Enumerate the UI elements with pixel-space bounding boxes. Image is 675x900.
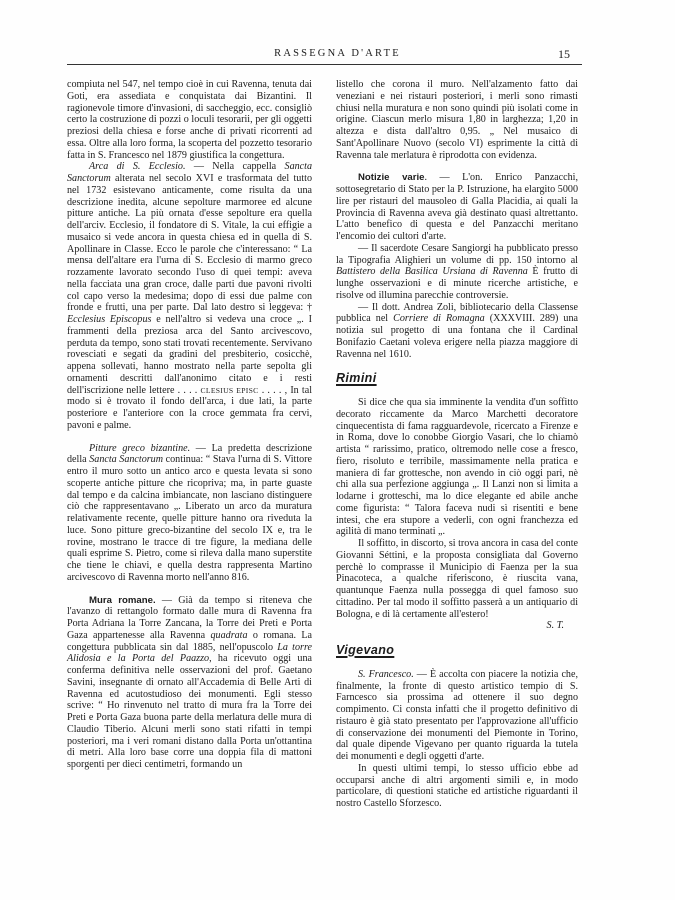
text-segment: quadrata — [210, 629, 248, 641]
running-header-title: RASSEGNA D'ARTE — [274, 48, 401, 59]
paragraph — [67, 79, 312, 161]
text-segment: Ecclesius Episcopus — [67, 314, 152, 325]
text-segment: , ha ricevuto oggi una conferma definitiva nelle osservazioni del prof. Gaetano Savini, insegnante di ornato all'Accademia di Belle Arti di Ravenna ed acutostudioso dei monumenti. Egli stesso scrive: “ Ho rinvenuto nel tratto di mura fra la Torre dei Preti e Porta Gaza buona parte della merlatura delle mura di Claudio Tiberio. Alcuni merli sono stati rifatti in tempi posteriori, ma i veri romani distano dalla Porta un'ottantina di metri. Alla loro base corre una doppia fila di mattoni sporgenti per dieci centimetri, formando un — [67, 653, 312, 770]
paragraph — [336, 669, 578, 763]
author-signature: S. T. — [546, 620, 564, 632]
text-segment: . — L'on. Enrico Panzacchi, sottosegretario di Stato per la P. Istruzione, ha elargito 5000 lire per ristauri del mausoleo di Galla Placidia, ai quali la Provincia di Ravenna aveva già destinato quasi altrettanto. L'atto benefico di questa e del Panzacchi meritano l'encomio dei cultori d'arte. — [336, 172, 578, 242]
text-segment: e nell'altro si vedeva una croce „. I frammenti della preziosa arca del Santo arcivescovo, perduta da tempo, sono stati trovati recentemente. Servivano rovesciati e segati da gradini del presbiterio, cosicchè, appena sollevati, hanno mostrato nella parte sepolta gli ornamenti descritti dall'anonimo citato e i resti dell'iscrizione nelle lettere . . . . — [67, 314, 312, 396]
text-segment: listello che corona il muro. Nell'alzamento fatto dai veneziani e nei ristauri posteriori, i merli sono rimasti chiusi nella muratura e non sono quindi più isolati come in origine. Ciascun merlo misura 1,80 in larghezza; 1,20 in altezza e dista dall'altro 0,95. „ Nel musaico di Sant'Apollinare Nuovo (secolo VI) esprimente la città di Ravenna tale merlatura è riprodotta con evidenza. — [336, 79, 578, 161]
text-segment: La torre Alidosia e la Porta del Paazzo — [67, 641, 312, 665]
paragraph-lead: Notizie varie — [358, 172, 425, 184]
paragraph — [336, 538, 578, 620]
paragraph — [67, 161, 312, 431]
paragraph — [336, 79, 578, 161]
text-segment: compiuta nel 547, nel tempo cioè in cui Ravenna, tenuta dai Goti, era assediata e conquistata dai Bizantini. Il ragionevole timore d'invasioni, di saccheggio, ecc. consigliò certo la costruzione di pozzi o loculi tesorarii, per gli oggetti preziosi della chiesa e forse anche di privati ricorrenti ad essa. Oltre alla loro forma, la scoperta del pozzetto tesorario fatta in S. Francesco nel 1879 giustifica la congettura. — [67, 79, 312, 161]
text-segment: Battistero della Basilica Ursiana di Ravenna — [336, 266, 528, 278]
header-rule — [67, 64, 582, 65]
paragraph-lead: Pitture greco bizantine. — [89, 442, 191, 454]
page-number: 15 — [558, 47, 570, 61]
text-segment: (XXXVIII. 289) una notizia sul progetto di una fontana che il Cardinal Bonifazio Caetani voleva erigere nella piazza maggiore di Ravenna nel 1610. — [336, 313, 579, 360]
section-heading: Vigevano — [336, 643, 395, 657]
text-segment: Sancta Sanctorum — [67, 161, 313, 184]
text-segment: . . . . , In tal modo si è trovato il fondo dell'arca, i due lati, la parte posteriore e l'anteriore con la croce gemmata fra cervi, pavoni e palme. — [67, 384, 313, 431]
text-segment: Sancta Sanctorum — [89, 454, 164, 466]
paragraph — [67, 595, 312, 771]
text-segment: — Già da tempo si riteneva che l'avanzo di rettangolo formato dalle mura di Ravenna fra Porta Adriana la Torre Zancana, la Torre dei Preti e Porta Gaza appartenesse alla Ravenna — [67, 594, 312, 641]
text-segment: CLESIUS EPISC — [200, 385, 259, 395]
text-segment: Corriere di Romagna — [393, 313, 485, 325]
text-segment: — È accolta con piacere la notizia che, finalmente, la fronte di questo artistico tempio di S. Farncesco sia prossima ad ottenere il suo degno compimento. Ci consta infatti che il progetto definitivo di ristauro è già stato presentato per l'approvazione all'ufficio di conservazione dei monumenti del Piemonte in Torino, dal quale dipende Vigevano per quanto riguarda la tutela dei monumenti e degli oggetti d'arte. — [336, 668, 578, 762]
paragraph-lead: Arca di S. Ecclesio. — [89, 161, 186, 173]
text-segment: — Il dott. Andrea Zoli, bibliotecario della Classense pubblica nel — [336, 301, 578, 325]
section-heading: Rimini — [336, 371, 377, 386]
paragraph — [336, 397, 578, 538]
right-column — [336, 79, 578, 810]
text-segment: È frutto di lunghe osservazioni e di minute ricerche artistiche, e risolve od illumina parecchie controversie. — [336, 266, 578, 301]
text-segment: In questi ultimi tempi, lo stesso ufficio ebbe ad occuparsi anche di altri argomenti simili e, in modo particolare, di questioni statiche ed artistiche riguardanti il nostro Castello Sforzesco. — [336, 762, 578, 809]
left-column — [67, 79, 312, 771]
text-segment: Si dice che qua sia imminente la vendita d'un soffitto decorato riccamente da Marco Marchetti decoratore cinquecentista di fama ragguardevole, ricercato a Firenze e in Roma, dove lo conobbe Giorgio Vasari, che lo chiamò artista “ rarissimo, pratico, oltremodo nelle cose a fresco, fiero, risoluto e terribile, massimamente nella pratica e maniera di far grottesche, non avendo in ciò oggi pari, nè chi alla sua perfezione aggiunga „. Il Lanzi non si limita a lodarne i grotteschi, ma lo dice elegante ed abile anche come figurista: “ Talora faceva nudi sì risentiti e bene intesi, che era stupore a vederli, con ogni franchezza ed agilità di mano terminati „. — [336, 397, 578, 538]
paragraph — [67, 443, 312, 584]
paragraph — [336, 243, 578, 302]
paragraph — [336, 302, 578, 361]
text-segment: Il soffitto, in discorto, si trova ancora in casa del conte Giovanni Séttini, e la proposta consigliata dal Governo perchè lo comprasse il Municipio di Faenza per la sua Pinacoteca, a qualche riferiscono, è riuscita vana, quantunque Faenza nulla possegga di quel famoso suo cittadino. Per tal modo il soffitto passerà a un antiquario di Bologna, e di là certamente all'estero! — [336, 538, 578, 620]
text-segment: — Nella cappella — [185, 161, 285, 173]
text-segment: — La predetta descrizione della — [67, 442, 312, 466]
paragraph — [336, 763, 578, 810]
text-segment: continua: “ Stava l'urna di S. Vittore entro il muro sotto un antico arco e questa levata si sono scoperte antiche pitture che ricopriva; ma, in parte guaste dal tempo e da calcina imbiancate, non lasciano distinguere ciò che rappresentavano „. Liberato un arco da muratura relativamente recente, quelle pitture hanno ora riveduta la luce. Sono pitture greco-bizantine del secolo IX e, tra le rovine, mostrano le tracce di tre figure, la mediana delle quali esprime S. Pietro, come si rileva dalla mano superstite che tiene le chiavi, e quella destra rappresenta Martino arcivescovo di Ravenna morto nell'anno 816. — [67, 454, 313, 583]
paragraph-lead: S. Francesco. — [358, 668, 414, 680]
text-segment: alterata nel secolo XVI e trasformata del tutto nel 1732 esistevano anticamente, come risulta da una descrizione inedita, alcune sepolture marmoree ed alcune pitture antiche. La più ornata d'esse sepolture era quella dell'arciv. Ecclesio, il fondatore di S. Vitale, la cui effigie a musaico si vede ancora in questa chiesa ed in quella di S. Apollinare in Classe. Ecco le parole che c'interessano: “ La mensa dell'altare era l'urna di S. Ecclesio di marmo greco rozzamente lavorato secondo l'uso di quei tempi: aveva nella facciata una gran croce, dalle parti due pavoni rivolti col capo verso la medesima; dopo di essi due palme con fronde e frutti, una per parte. Dal lato destro si leggeva: † — [67, 173, 312, 314]
text-segment: o romana. La congettura pubblicata sin dal 1885, nell'opuscolo — [67, 629, 312, 653]
paragraph-lead: Mura romane. — [89, 594, 156, 606]
text-segment: — Il sacerdote Cesare Sangiorgi ha pubblicato presso la Tipografia Alighieri un volume di pp. 150 intorno al — [336, 242, 578, 266]
paragraph — [336, 172, 578, 243]
